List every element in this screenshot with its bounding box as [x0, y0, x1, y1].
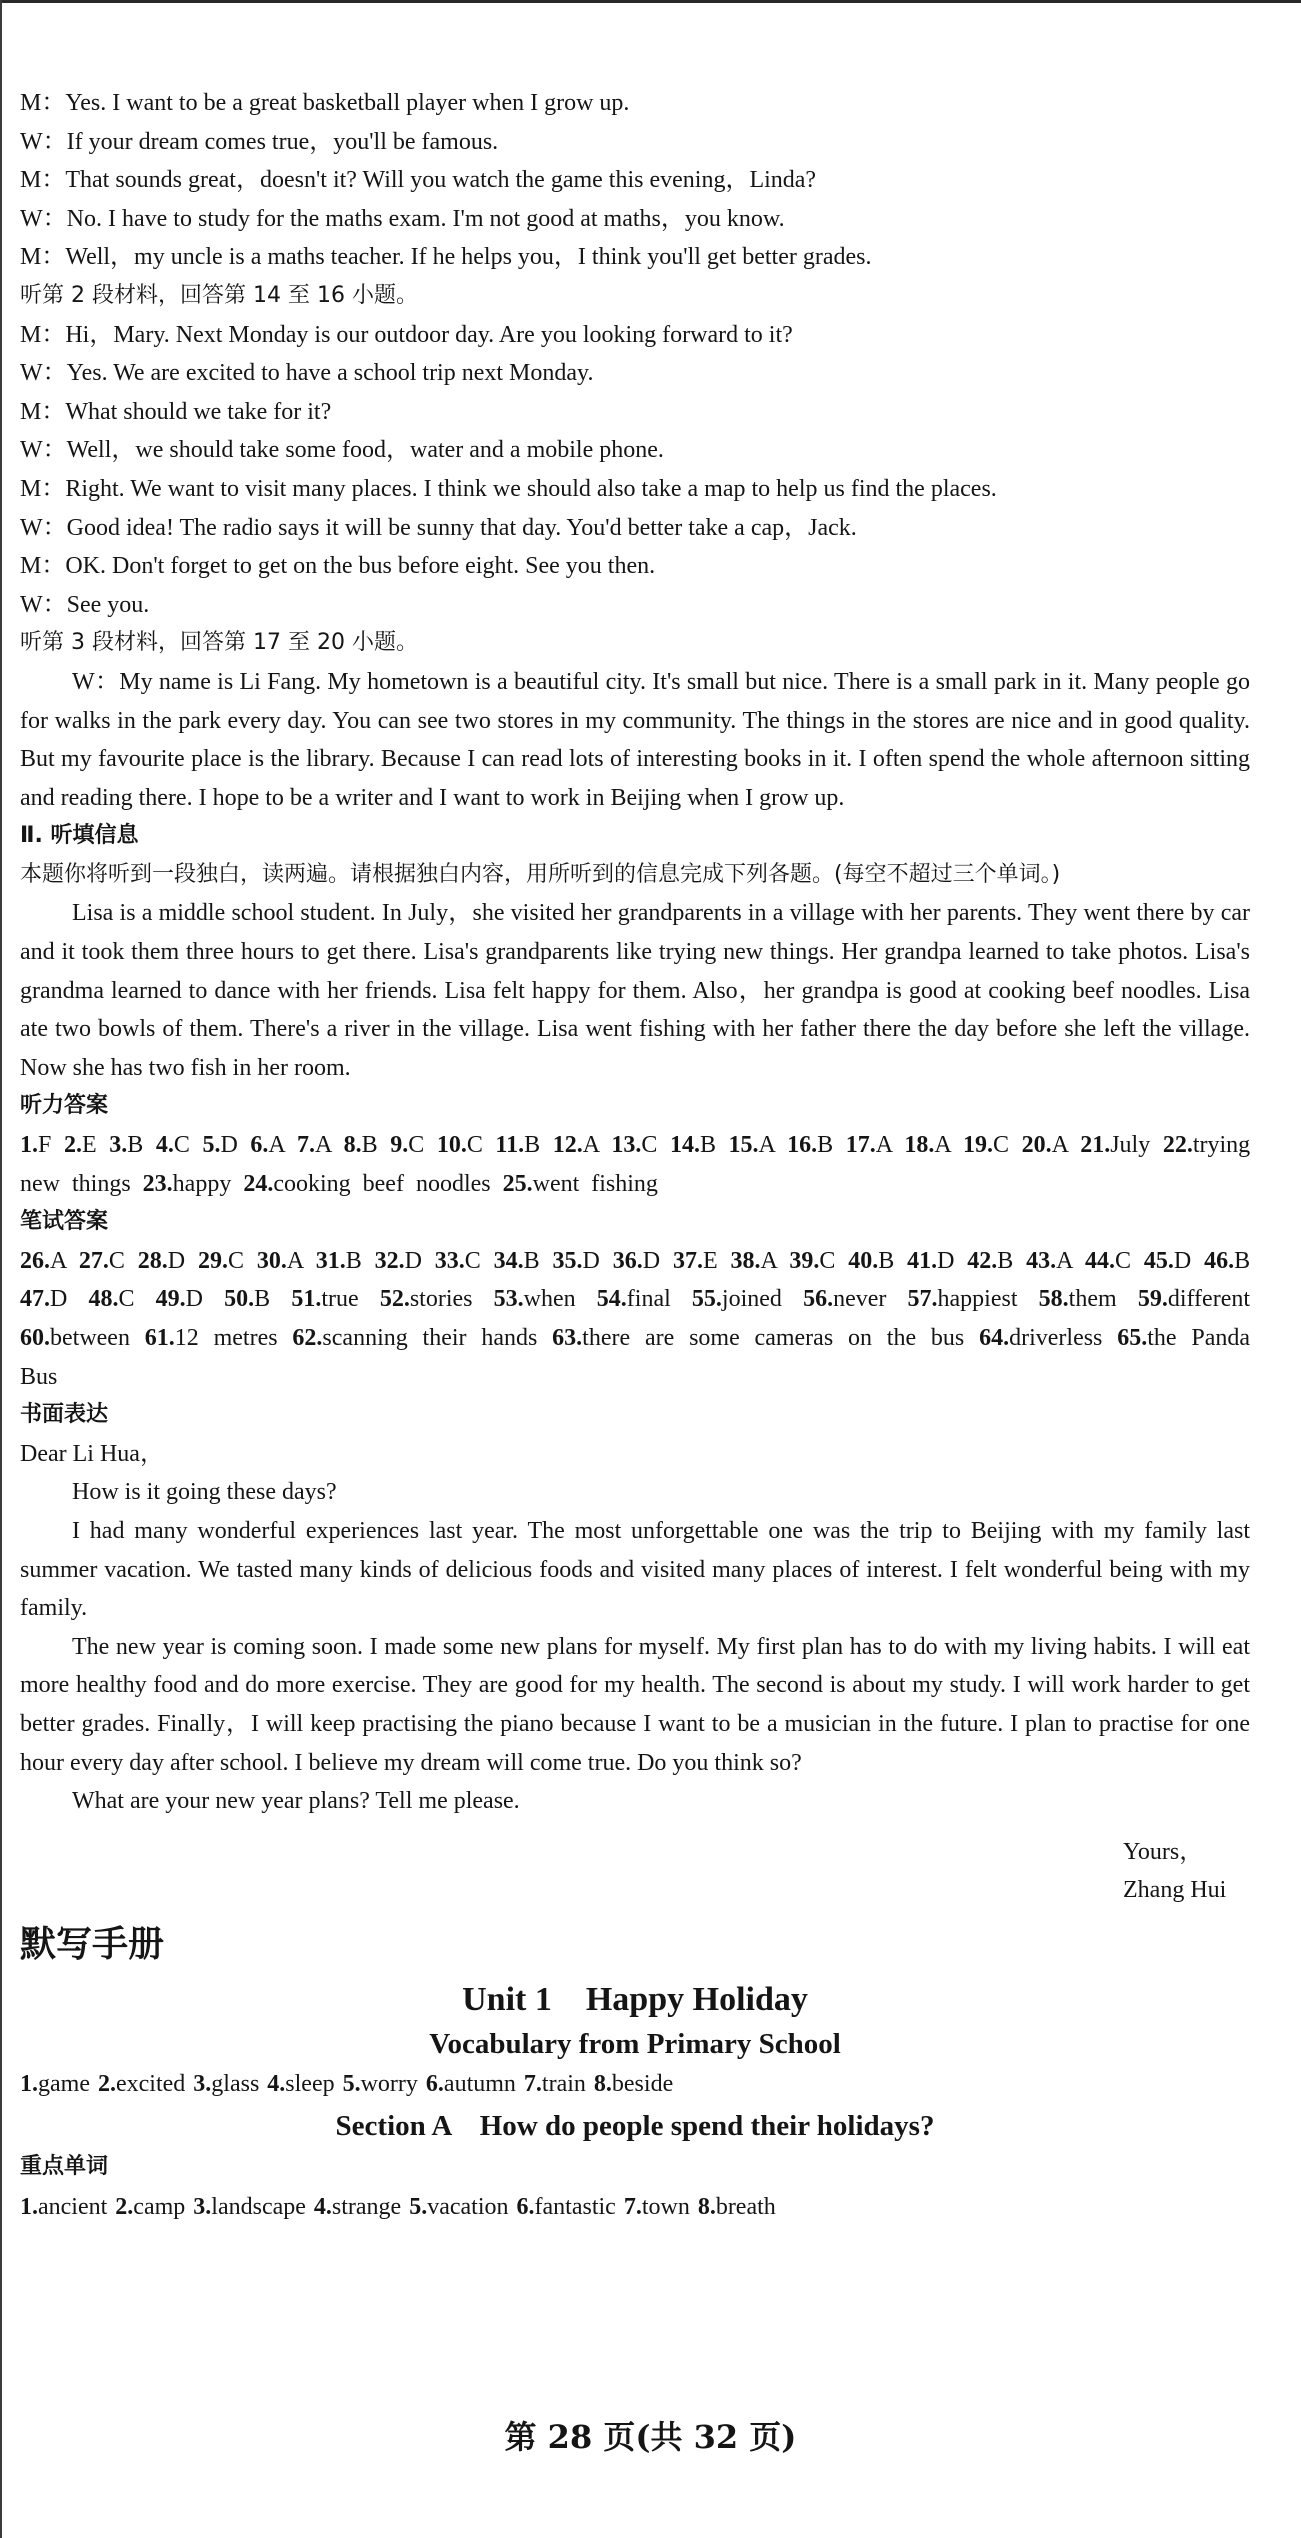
written-answer: 28.D	[137, 1247, 186, 1274]
page-footer: 第 28 页(共 32 页)	[504, 2418, 797, 2456]
written-answer-value: final	[626, 1286, 671, 1313]
key-word-number: 4	[313, 2193, 326, 2220]
listening-answer-value: B	[361, 1132, 378, 1159]
written-answer-value: driverless	[1009, 1325, 1103, 1351]
written-answer-number: 55	[691, 1286, 716, 1313]
written-answer-value: C	[464, 1247, 481, 1274]
listening-answer-number: 8	[343, 1132, 356, 1159]
listening-answer: 16.B	[787, 1132, 834, 1159]
vocab-item: 2.excited	[97, 2070, 186, 2097]
dialogue-line: W：See you.	[20, 591, 150, 618]
listening-answer-number: 24	[243, 1170, 268, 1197]
material-2-heading: 听第 2 段材料，回答第 14 至 16 小题。	[20, 282, 418, 308]
listening-answer: 25.went fishing	[502, 1170, 658, 1197]
vocab-title: Vocabulary from Primary School	[429, 2027, 841, 2060]
vocab-item-number: 3	[193, 2070, 206, 2097]
written-answer-value: D	[582, 1247, 600, 1274]
written-answer: 58.them	[1038, 1286, 1117, 1313]
written-answer-number: 49	[155, 1286, 180, 1313]
written-answer-value: between	[50, 1325, 130, 1351]
written-answer-number: 62	[292, 1325, 317, 1351]
written-answer-value: B	[1234, 1247, 1251, 1274]
written-answer-value: E	[702, 1247, 718, 1274]
listening-answer: 23.happy	[142, 1170, 232, 1197]
written-answer: 36.D	[612, 1247, 661, 1274]
listening-answer-value: went fishing	[532, 1170, 658, 1197]
listening-answers-heading: 听力答案	[20, 1093, 109, 1119]
vocab-item: 7.train	[523, 2070, 586, 2097]
written-answer-number: 54	[596, 1286, 621, 1313]
written-answer-number: 27	[78, 1247, 103, 1274]
written-answers-heading: 笔试答案	[20, 1209, 109, 1235]
listening-answer-number: 17	[845, 1132, 870, 1159]
written-answer: 48.C	[88, 1286, 135, 1313]
listening-answer-number: 13	[611, 1132, 636, 1159]
written-answer-value: scanning their hands	[322, 1325, 538, 1351]
handbook-title: 默写手册	[20, 1923, 165, 1965]
letter-closing: Yours，	[1123, 1838, 1204, 1865]
written-answer-value: D	[404, 1247, 422, 1274]
vocab-item: 1.game	[20, 2070, 90, 2097]
written-answer-number: 57	[907, 1286, 932, 1313]
dialogue-line: W：Well，we should take some food，water and a mobile phone.	[20, 437, 664, 464]
listening-answer-value: July	[1110, 1132, 1151, 1159]
written-answer-number: 60	[20, 1325, 44, 1351]
vocab-item-value: sleep	[285, 2070, 335, 2097]
vocab-item: 4.sleep	[267, 2070, 335, 2097]
written-answer-value: 12 metres	[174, 1325, 278, 1351]
written-answer-number: 39	[789, 1247, 814, 1274]
written-answer-value: true	[321, 1286, 359, 1313]
dialogue-line: M：Right. We want to visit many places. I think we should also take a map to help us find the places.	[20, 475, 997, 502]
written-answer-value: A	[286, 1247, 303, 1274]
written-answer: 51.true	[291, 1286, 359, 1313]
letter-paragraph: The new year is coming soon. I made some new plans for myself. My first plan has to do with my living habits. I will eat more healthy food and do more exercise. They are good for my health. The second is about my study. I will work harder to get better grades. Finally，I will keep practising the piano because I want to be a musician in the future. I plan to practise for one hour every day after school. I believe my dream will come true. Do you think so?	[20, 1633, 1250, 1776]
section-2-instruction: 本题你将听到一段独白，读两遍。请根据独白内容，用所听到的信息完成下列各题。(每空不超过三个单词。)	[20, 861, 1061, 887]
key-word: 3.landscape	[193, 2193, 306, 2220]
written-answer-value: never	[833, 1286, 887, 1313]
written-answer-number: 43	[1026, 1247, 1051, 1274]
written-answer-value: B	[254, 1286, 271, 1313]
written-answer-value: the Panda Bus	[20, 1325, 1251, 1390]
listening-answer: 6.A	[250, 1132, 285, 1159]
written-answer-number: 65	[1117, 1325, 1142, 1351]
top-border	[0, 0, 1301, 3]
key-word: 4.strange	[313, 2193, 402, 2220]
written-answer: 30.A	[256, 1247, 303, 1274]
vocab-item-number: 4	[267, 2070, 280, 2097]
key-word: 6.fantastic	[516, 2193, 616, 2220]
listening-answer-value: F	[38, 1132, 52, 1159]
written-answer: 55.joined	[691, 1286, 782, 1313]
written-answer: 40.B	[848, 1247, 895, 1274]
written-answer-value: D	[1173, 1247, 1192, 1274]
listening-answer: 5.D	[202, 1132, 238, 1159]
key-words-heading: 重点单词	[20, 2153, 109, 2179]
written-answer-value: D	[185, 1286, 204, 1313]
vocab-item: 3.glass	[193, 2070, 260, 2097]
written-answer: 41.D	[907, 1247, 955, 1274]
listening-answer-number: 1	[20, 1132, 32, 1159]
listening-answer-number: 20	[1021, 1132, 1046, 1159]
listening-answer: 18.A	[904, 1132, 951, 1159]
listening-answer-value: A	[582, 1132, 599, 1159]
written-answer: 43.A	[1026, 1247, 1073, 1274]
vocab-item-value: excited	[115, 2070, 186, 2097]
listening-answer-number: 3	[109, 1132, 122, 1159]
listening-answer-value: C	[992, 1132, 1009, 1159]
listening-answer-value: B	[817, 1132, 834, 1159]
dialogue-line: W：No. I have to study for the maths exam. I'm not good at maths，you know.	[20, 205, 785, 232]
written-answer-number: 31	[315, 1247, 340, 1274]
unit-title: Unit 1 Happy Holiday	[462, 1980, 808, 2018]
key-word: 5.vacation	[409, 2193, 509, 2220]
written-answer-value: them	[1068, 1286, 1117, 1313]
listening-answer-number: 10	[436, 1132, 461, 1159]
dialogue-2	[20, 316, 1250, 625]
written-answer: 33.C	[434, 1247, 481, 1274]
written-answer-number: 40	[848, 1247, 873, 1274]
key-word-value: breath	[715, 2193, 776, 2220]
model-letter	[20, 1435, 1250, 1910]
written-answer: 63.there are some cameras on the bus	[552, 1325, 965, 1351]
dialogue-line: W：If your dream comes true，you'll be famous.	[20, 128, 499, 155]
listening-answer-value: A	[934, 1132, 951, 1159]
listening-answer-value: trying new things	[20, 1132, 1251, 1197]
vocab-item-number: 6	[425, 2070, 438, 2097]
listening-answers	[20, 1126, 1250, 1203]
listening-answer-value: A	[268, 1132, 285, 1159]
letter-paragraph: How is it going these days?	[72, 1479, 337, 1506]
key-word-value: landscape	[211, 2193, 306, 2220]
listening-answer-number: 23	[142, 1170, 167, 1197]
written-answer-number: 44	[1085, 1247, 1110, 1274]
listening-answer-value: B	[524, 1132, 541, 1159]
written-answer: 44.C	[1085, 1247, 1132, 1274]
written-answer: 37.E	[672, 1247, 718, 1274]
listening-answer-number: 12	[552, 1132, 577, 1159]
written-answer-number: 56	[803, 1286, 828, 1313]
dialogue-line: M：What should we take for it?	[20, 398, 332, 425]
written-answer-value: C	[1115, 1247, 1132, 1274]
dialogue-1	[20, 84, 1250, 277]
written-answer: 42.B	[967, 1247, 1014, 1274]
written-answer-number: 53	[493, 1286, 518, 1313]
written-answer: 27.C	[78, 1247, 125, 1274]
written-answer: 52.stories	[379, 1286, 473, 1313]
listening-answer: 12.A	[552, 1132, 599, 1159]
written-answer-value: D	[642, 1247, 661, 1274]
written-answer-value: D	[50, 1286, 68, 1313]
vocab-item-number: 5	[342, 2070, 355, 2097]
listening-answer-value: A	[875, 1132, 892, 1159]
written-answer: 57.happiest	[907, 1286, 1018, 1313]
written-answer: 38.A	[730, 1247, 777, 1274]
key-word-number: 6	[516, 2193, 529, 2220]
written-answer-value: C	[118, 1286, 135, 1313]
written-answer: 39.C	[789, 1247, 836, 1274]
written-answer-number: 45	[1143, 1247, 1168, 1274]
written-answer: 56.never	[803, 1286, 887, 1313]
listening-answer-value: A	[1051, 1132, 1068, 1159]
listening-answer: 13.C	[611, 1132, 658, 1159]
written-answer: 62.scanning their hands	[292, 1325, 538, 1351]
written-answer: 46.B	[1204, 1247, 1251, 1274]
key-word-number: 5	[409, 2193, 422, 2220]
written-answer-value: B	[878, 1247, 895, 1274]
listening-answer-value: E	[81, 1132, 97, 1159]
listening-answer: 15.A	[728, 1132, 775, 1159]
listening-answer-number: 15	[728, 1132, 753, 1159]
listening-answer-number: 21	[1080, 1132, 1105, 1159]
written-answer-number: 46	[1204, 1247, 1229, 1274]
written-answer-number: 36	[612, 1247, 637, 1274]
listening-answer-number: 16	[787, 1132, 812, 1159]
letter-signature: Zhang Hui	[1123, 1877, 1227, 1904]
key-words-list	[20, 2187, 1250, 2227]
dialogue-line: W：Yes. We are excited to have a school trip next Monday.	[20, 360, 594, 387]
written-answer-number: 38	[730, 1247, 755, 1274]
listening-answer-number: 7	[296, 1132, 309, 1159]
writing-heading: 书面表达	[20, 1402, 109, 1428]
listening-answer-number: 6	[250, 1132, 263, 1159]
listening-answer-number: 2	[63, 1132, 76, 1159]
listening-answer-value: A	[314, 1132, 331, 1159]
written-answer-number: 30	[256, 1247, 281, 1274]
written-answer-value: when	[523, 1286, 576, 1313]
vocab-item-number: 8	[593, 2070, 606, 2097]
listening-answer: 19.C	[962, 1132, 1009, 1159]
listening-answer: 9.C	[390, 1132, 425, 1159]
written-answer-number: 37	[672, 1247, 697, 1274]
written-answers	[20, 1242, 1250, 1396]
listening-answer-number: 19	[962, 1132, 987, 1159]
written-answer-value: B	[345, 1247, 362, 1274]
listening-answer: 24.cooking beef noodles	[243, 1170, 491, 1197]
key-word: 7.town	[623, 2193, 690, 2220]
vocab-item-value: glass	[211, 2070, 260, 2097]
written-answer: 31.B	[315, 1247, 362, 1274]
key-word: 2.camp	[115, 2193, 186, 2220]
written-answer-value: C	[819, 1247, 836, 1274]
listening-answer: 22.trying new things	[20, 1132, 1251, 1197]
written-answer: 54.final	[596, 1286, 671, 1313]
letter-salutation: Dear Li Hua，	[20, 1440, 164, 1467]
written-answer-value: there are some cameras on the bus	[582, 1325, 965, 1351]
key-word-value: camp	[133, 2193, 186, 2220]
listening-answer: 11.B	[495, 1132, 541, 1159]
written-answer-number: 52	[379, 1286, 404, 1313]
written-answer-number: 26	[20, 1247, 44, 1274]
listening-answer: 3.B	[109, 1132, 144, 1159]
section-a-title: Section A How do people spend their holidays?	[335, 2109, 935, 2142]
listening-answer: 2.E	[63, 1132, 97, 1159]
dialogue-line: M：Well，my uncle is a maths teacher. If he helps you，I think you'll get better grades.	[20, 244, 872, 271]
written-answer-number: 50	[224, 1286, 249, 1313]
written-answer-value: A	[1056, 1247, 1073, 1274]
listening-answer-value: happy	[172, 1170, 232, 1197]
written-answer: 59.different	[1137, 1286, 1251, 1313]
dialogue-line: M：That sounds great，doesn't it? Will you watch the game this evening，Linda?	[20, 167, 817, 194]
letter-paragraph: I had many wonderful experiences last year. The most unforgettable one was the trip to Beijing with my family last summer vacation. We tasted many kinds of delicious foods and visited many places of interest. I felt wonderful being with my family.	[20, 1517, 1250, 1622]
key-word-number: 2	[115, 2193, 128, 2220]
written-answer-number: 33	[434, 1247, 459, 1274]
vocab-item-value: game	[38, 2070, 90, 2097]
listening-answer-number: 9	[390, 1132, 403, 1159]
left-border	[0, 0, 2, 2538]
key-word-number: 7	[623, 2193, 636, 2220]
written-answer-number: 28	[137, 1247, 162, 1274]
written-answer-number: 48	[88, 1286, 113, 1313]
listening-answer-value: D	[220, 1132, 238, 1159]
written-answer: 60.between	[20, 1325, 130, 1351]
written-answer-number: 61	[144, 1325, 169, 1351]
written-answer: 45.D	[1143, 1247, 1192, 1274]
listening-answer-number: 4	[155, 1132, 168, 1159]
written-answer: 34.B	[493, 1247, 540, 1274]
listening-answer-value: C	[173, 1132, 190, 1159]
listening-answer-number: 25	[502, 1170, 527, 1197]
monologue-3: W：My name is Li Fang. My hometown is a beautiful city. It's small but nice. There is a small park in it. Many people go for walks in the park every day. You can see two stores in my community. The things in the stores are nice and in good quality. But my favourite place is the library. Because I can read lots of interesting books in it. I often spend the whole afternoon sitting and reading there. I hope to be a writer and I want to work in Beijing when I grow up.	[20, 668, 1250, 811]
written-answer-value: stories	[409, 1286, 473, 1313]
key-word-value: fantastic	[534, 2193, 616, 2220]
key-word-value: vacation	[427, 2193, 509, 2220]
written-answer-value: C	[227, 1247, 244, 1274]
listening-answer-number: 11	[495, 1132, 519, 1159]
listening-answer-number: 22	[1162, 1132, 1187, 1159]
written-answer: 26.A	[20, 1247, 67, 1274]
written-answer-value: A	[50, 1247, 67, 1274]
listening-answer-value: B	[699, 1132, 716, 1159]
written-answer-number: 29	[197, 1247, 222, 1274]
vocab-item-number: 7	[523, 2070, 536, 2097]
written-answer: 64.driverless	[979, 1325, 1103, 1351]
written-answer-number: 41	[907, 1247, 932, 1274]
key-word: 1.ancient	[20, 2193, 108, 2220]
vocab-item-value: train	[541, 2070, 586, 2097]
listening-answer-value: C	[466, 1132, 483, 1159]
listening-answer: 1.F	[20, 1132, 52, 1159]
written-answer-value: different	[1167, 1286, 1251, 1313]
written-answer: 29.C	[197, 1247, 244, 1274]
dialogue-line: M：Yes. I want to be a great basketball player when I grow up.	[20, 90, 630, 116]
vocab-item: 8.beside	[593, 2070, 674, 2097]
vocab-item-value: autumn	[443, 2070, 516, 2097]
section-2-heading: Ⅱ. 听填信息	[20, 823, 139, 849]
listening-answer-value: A	[758, 1132, 775, 1159]
written-answer: 65.the Panda Bus	[20, 1325, 1251, 1390]
written-answer-number: 59	[1137, 1286, 1162, 1313]
written-answer-number: 58	[1038, 1286, 1063, 1313]
listening-answer: 14.B	[669, 1132, 716, 1159]
written-answer-number: 64	[979, 1325, 1004, 1351]
key-word: 8.breath	[697, 2193, 776, 2220]
listening-answer: 21.July	[1080, 1132, 1151, 1159]
vocab-item-value: worry	[360, 2070, 418, 2097]
written-answer: 50.B	[224, 1286, 271, 1313]
listening-answer-number: 14	[669, 1132, 694, 1159]
written-answer-value: D	[937, 1247, 955, 1274]
listening-answer-value: C	[408, 1132, 425, 1159]
key-word-number: 1	[20, 2193, 32, 2220]
written-answer: 35.D	[552, 1247, 600, 1274]
written-answer: 47.D	[20, 1286, 68, 1313]
written-answer-number: 32	[374, 1247, 399, 1274]
written-answer-number: 47	[20, 1286, 44, 1313]
written-answer-number: 51	[291, 1286, 316, 1313]
written-answer-value: A	[760, 1247, 777, 1274]
vocab-item: 6.autumn	[425, 2070, 516, 2097]
written-answer-number: 34	[493, 1247, 518, 1274]
vocab-item-number: 2	[97, 2070, 110, 2097]
key-word-value: strange	[331, 2193, 402, 2220]
listening-answer: 10.C	[436, 1132, 483, 1159]
vocab-item-number: 1	[20, 2070, 32, 2097]
written-answer-number: 63	[552, 1325, 577, 1351]
primary-vocab-list	[20, 2064, 1250, 2104]
key-word-value: town	[641, 2193, 690, 2220]
listening-answer: 4.C	[155, 1132, 190, 1159]
key-word-number: 3	[193, 2193, 206, 2220]
written-answer-value: B	[523, 1247, 540, 1274]
listening-answer-value: B	[127, 1132, 144, 1159]
listening-answer: 8.B	[343, 1132, 378, 1159]
dialogue-line: M：OK. Don't forget to get on the bus before eight. See you then.	[20, 553, 656, 580]
written-answer-value: joined	[721, 1286, 782, 1313]
written-answer: 32.D	[374, 1247, 422, 1274]
written-answer-number: 35	[552, 1247, 577, 1274]
written-answer-value: D	[167, 1247, 186, 1274]
listening-answer-number: 18	[904, 1132, 929, 1159]
dialogue-line: W：Good idea! The radio says it will be sunny that day. You'd better take a cap，Jack.	[20, 514, 857, 541]
listening-answer: 17.A	[845, 1132, 892, 1159]
listening-answer-value: C	[641, 1132, 658, 1159]
listening-answer-value: cooking beef noodles	[273, 1170, 491, 1197]
key-word-value: ancient	[38, 2193, 108, 2220]
written-answer: 53.when	[493, 1286, 576, 1313]
written-answer-value: happiest	[937, 1286, 1018, 1313]
section-2-text: Lisa is a middle school student. In July，she visited her grandparents in a village with her parents. They went there by car and it took them three hours to get there. Lisa's grandparents like trying new things. Her grandpa learned to take photos. Lisa's grandma learned to dance with her friends. Lisa felt happy for them. Also，her grandpa is good at cooking beef noodles. Lisa ate two bowls of them. There's a river in the village. Lisa went fishing with her father there the day before she left the village. Now she has two fish in her room.	[20, 900, 1250, 1081]
vocab-item: 5.worry	[342, 2070, 418, 2097]
written-answer-value: B	[997, 1247, 1014, 1274]
written-answer: 61.12 metres	[144, 1325, 278, 1351]
listening-answer-number: 5	[202, 1132, 215, 1159]
written-answer-value: C	[108, 1247, 125, 1274]
written-answer: 49.D	[155, 1286, 204, 1313]
material-3-heading: 听第 3 段材料，回答第 17 至 20 小题。	[20, 630, 418, 656]
page-content	[20, 84, 1250, 2227]
listening-answer: 7.A	[296, 1132, 331, 1159]
vocab-item-value: beside	[611, 2070, 674, 2097]
listening-answer: 20.A	[1021, 1132, 1068, 1159]
key-word-number: 8	[697, 2193, 710, 2220]
letter-paragraph: What are your new year plans? Tell me please.	[72, 1788, 520, 1815]
written-answer-number: 42	[967, 1247, 992, 1274]
dialogue-line: M：Hi，Mary. Next Monday is our outdoor day. Are you looking forward to it?	[20, 321, 793, 348]
